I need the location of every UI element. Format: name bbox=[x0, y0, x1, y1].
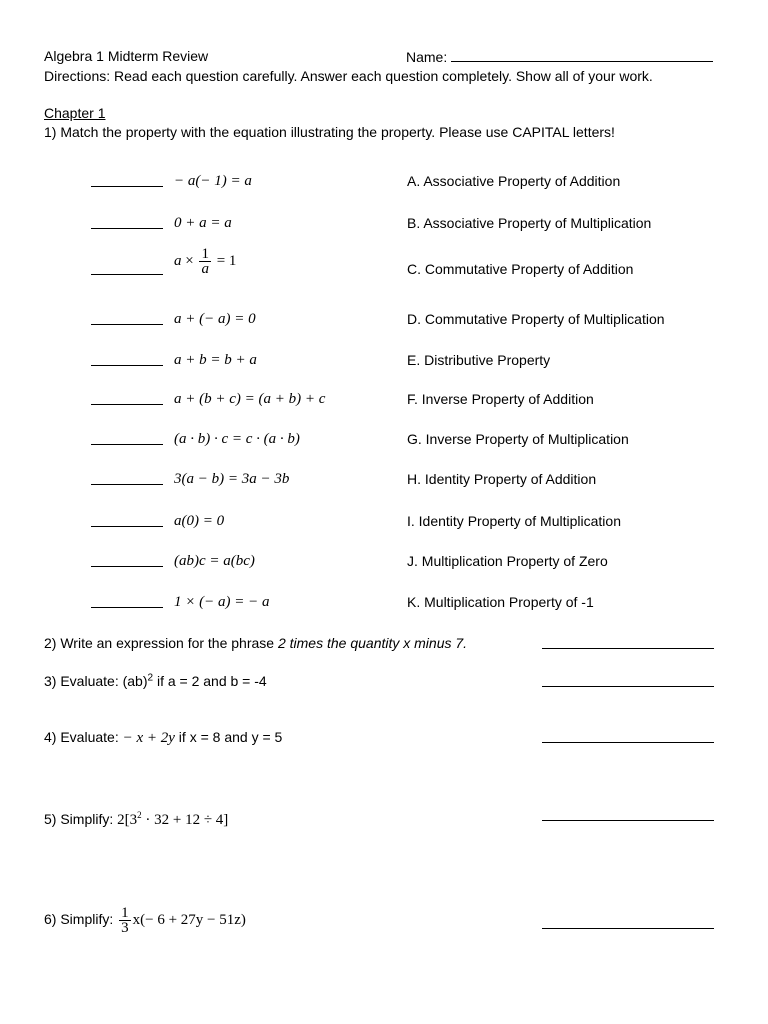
chapter-heading: Chapter 1 bbox=[44, 105, 106, 121]
question-5-prefix: 5) Simplify: bbox=[44, 811, 118, 827]
question-2-prefix: 2) Write an expression for the phrase bbox=[44, 635, 278, 651]
question-3-exponent: 2 bbox=[147, 672, 154, 684]
property-option: H. Identity Property of Addition bbox=[407, 471, 597, 487]
equation bbox=[174, 246, 236, 280]
equation: 0 + a = a bbox=[174, 215, 232, 231]
equation-fraction-display: a × $\frac{1}{a}$ = 1 bbox=[174, 246, 237, 278]
question-2-phrase: 2 times the quantity x minus 7. bbox=[277, 635, 468, 651]
answer-blank[interactable] bbox=[91, 172, 163, 191]
answer-blank[interactable] bbox=[91, 310, 163, 329]
answer-blank[interactable] bbox=[91, 260, 163, 279]
question-6-answer[interactable] bbox=[542, 914, 714, 933]
worksheet-title: Algebra 1 Midterm Review bbox=[44, 48, 209, 64]
question-5 bbox=[44, 806, 228, 829]
property-option: C. Commutative Property of Addition bbox=[407, 261, 634, 277]
question-6 bbox=[44, 904, 246, 935]
name-label-text: Name: bbox=[406, 49, 448, 65]
answer-blank[interactable] bbox=[91, 351, 163, 370]
question-3 bbox=[44, 672, 267, 690]
answer-blank[interactable] bbox=[91, 470, 163, 489]
property-option: I. Identity Property of Multiplication bbox=[407, 513, 621, 529]
question-2-answer[interactable] bbox=[542, 634, 714, 653]
question-1-prompt: 1) Match the property with the equation illustrating the property. Please use CAPITAL letters! bbox=[44, 124, 615, 140]
answer-blank[interactable] bbox=[91, 390, 163, 409]
name-label bbox=[406, 47, 713, 66]
answer-blank[interactable] bbox=[91, 512, 163, 531]
question-5-expr-a: 2[3 bbox=[117, 812, 138, 828]
equation: − a(− 1) = a bbox=[174, 173, 252, 189]
property-option: D. Commutative Property of Multiplication bbox=[407, 311, 665, 327]
property-option: K. Multiplication Property of -1 bbox=[407, 594, 594, 610]
equation: a + (− a) = 0 bbox=[174, 311, 256, 327]
property-option: B. Associative Property of Multiplication bbox=[407, 215, 652, 231]
equation: a(0) = 0 bbox=[174, 513, 225, 529]
equation: 1 × (− a) = − a bbox=[174, 594, 270, 610]
property-option: J. Multiplication Property of Zero bbox=[407, 553, 608, 569]
question-3-suffix: if a = 2 and b = -4 bbox=[153, 673, 267, 689]
equation: (a · b) · c = c · (a · b) bbox=[174, 431, 300, 447]
property-option: F. Inverse Property of Addition bbox=[407, 391, 594, 407]
property-option: G. Inverse Property of Multiplication bbox=[407, 431, 629, 447]
question-3-prefix: 3) Evaluate: (ab) bbox=[44, 673, 148, 689]
answer-blank[interactable] bbox=[91, 552, 163, 571]
question-6-fraction-numerator: 1 bbox=[121, 904, 129, 921]
answer-blank[interactable] bbox=[91, 593, 163, 612]
equation: a + b = b + a bbox=[174, 352, 257, 368]
equation: 3(a − b) = 3a − 3b bbox=[174, 471, 290, 487]
question-6-fraction bbox=[119, 906, 131, 935]
question-4-suffix: if x = 8 and y = 5 bbox=[174, 729, 283, 745]
property-option: E. Distributive Property bbox=[407, 352, 551, 368]
directions: Directions: Read each question carefully. Answer each question completely. Show all of your work. bbox=[44, 68, 653, 84]
question-6-prefix: 6) Simplify: bbox=[44, 911, 118, 927]
answer-blank[interactable] bbox=[91, 214, 163, 233]
question-4 bbox=[44, 728, 282, 747]
name-blank[interactable] bbox=[451, 47, 713, 62]
question-4-prefix: 4) Evaluate: bbox=[44, 729, 123, 745]
question-6-fraction-denominator: 3 bbox=[121, 919, 129, 936]
question-3-answer[interactable] bbox=[542, 672, 714, 691]
question-2 bbox=[44, 634, 467, 652]
question-6-expression: x(− 6 + 27y − 51z) bbox=[132, 912, 246, 928]
question-5-answer[interactable] bbox=[542, 806, 714, 825]
question-4-expression: − x + 2y bbox=[122, 730, 175, 746]
question-5-expression bbox=[117, 812, 228, 828]
equation: (ab)c = a(bc) bbox=[174, 553, 255, 569]
question-4-answer[interactable] bbox=[542, 728, 714, 747]
question-5-exponent: 2 bbox=[137, 810, 142, 820]
question-5-expr-b: · 32 + 12 ÷ 4] bbox=[141, 812, 229, 828]
property-option: A. Associative Property of Addition bbox=[407, 173, 621, 189]
equation: a + (b + c) = (a + b) + c bbox=[174, 391, 326, 407]
answer-blank[interactable] bbox=[91, 430, 163, 449]
